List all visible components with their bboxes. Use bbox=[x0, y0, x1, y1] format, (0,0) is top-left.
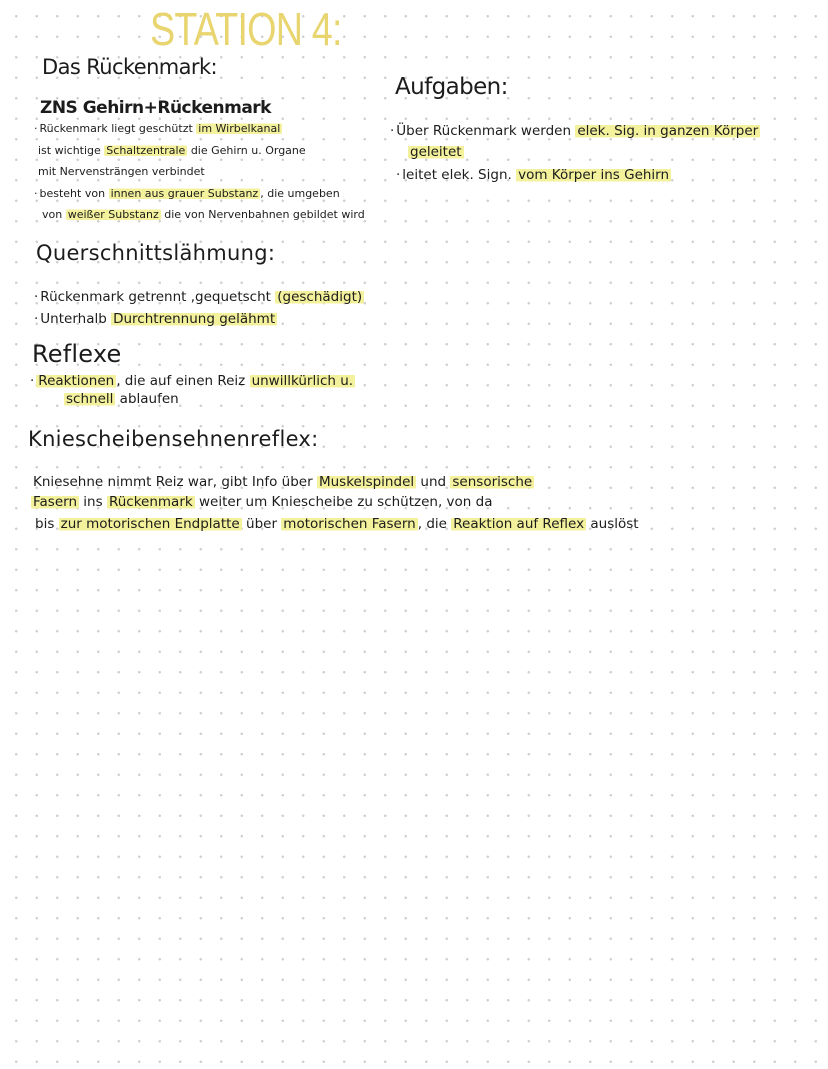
highlighted-text: elek. Sig. in ganzen Körper bbox=[577, 123, 759, 139]
note-text: ist wichtige bbox=[38, 144, 105, 157]
note-text: über bbox=[241, 516, 282, 532]
note-text: besteht von bbox=[39, 187, 109, 200]
bullet: · bbox=[390, 123, 395, 139]
note-text: die Gehirn u. Organe bbox=[187, 144, 306, 157]
heading-reflexe: Reflexe bbox=[32, 340, 122, 368]
note-line bbox=[31, 494, 493, 510]
note-line bbox=[34, 311, 277, 327]
bullet: · bbox=[34, 122, 38, 135]
highlighted-text: Reaktionen bbox=[38, 373, 115, 389]
note-text: ablaufen bbox=[115, 391, 179, 407]
highlighted-text: unwillkürlich u. bbox=[251, 373, 354, 389]
highlighted-text: geleitet bbox=[410, 144, 462, 160]
highlighted-text: weißer Substanz bbox=[67, 208, 159, 221]
note-line bbox=[30, 373, 355, 389]
note-text: ins bbox=[79, 494, 107, 510]
note-line bbox=[38, 144, 306, 157]
note-text: die von Nervenbahnen gebildet wird bbox=[160, 208, 365, 221]
highlighted-text: schnell bbox=[66, 391, 114, 407]
highlighted-text: zur motorischen Endplatte bbox=[60, 516, 240, 532]
note-line bbox=[38, 165, 205, 178]
highlighted-text: motorischen Fasern bbox=[283, 516, 416, 532]
heading-rueckenmark: Das Rückenmark: bbox=[42, 55, 217, 79]
highlighted-text: innen aus grauer Substanz bbox=[110, 187, 259, 200]
note-text: Rückenmark liegt geschützt bbox=[39, 122, 197, 135]
note-line bbox=[35, 516, 639, 532]
note-text: weiter um Kniescheibe zu schützen, von da bbox=[194, 494, 493, 510]
highlighted-text: im Wirbelkanal bbox=[198, 122, 281, 135]
heading-kniescheibensehnenreflex: Kniescheibensehnenreflex: bbox=[28, 427, 319, 451]
note-line bbox=[390, 123, 760, 139]
note-text: , die umgeben bbox=[260, 187, 340, 200]
bullet: · bbox=[34, 311, 39, 327]
note-text: von bbox=[42, 208, 66, 221]
heading-querschnitt: Querschnittslähmung: bbox=[36, 241, 276, 265]
note-text: Unterhalb bbox=[40, 311, 112, 327]
note-text: , die auf einen Reiz bbox=[116, 373, 250, 389]
highlighted-text: Muskelspindel bbox=[318, 474, 415, 490]
note-line bbox=[34, 289, 364, 305]
heading-aufgaben: Aufgaben: bbox=[395, 74, 508, 100]
note-text: und bbox=[416, 474, 451, 490]
bullet: · bbox=[34, 187, 38, 200]
subheading-zns: ZNS Gehirn+Rückenmark bbox=[40, 98, 271, 118]
note-line bbox=[34, 187, 340, 200]
note-text: bis bbox=[35, 516, 59, 532]
note-line bbox=[33, 474, 534, 490]
highlighted-text: Reaktion auf Reflex bbox=[453, 516, 585, 532]
highlighted-text: sensorische bbox=[452, 474, 533, 490]
highlighted-text: (geschädigt) bbox=[277, 289, 363, 305]
note-line bbox=[64, 391, 179, 407]
note-text: leitet elek. Sign. bbox=[402, 167, 517, 183]
note-text: Kniesehne nimmt Reiz war, gibt Info über bbox=[33, 474, 317, 490]
bullet: · bbox=[396, 167, 401, 183]
note-line bbox=[42, 208, 365, 221]
note-line bbox=[408, 144, 464, 160]
highlighted-text: Fasern bbox=[33, 494, 78, 510]
highlighted-text: Durchtrennung gelähmt bbox=[113, 311, 276, 327]
bullet: · bbox=[30, 373, 35, 389]
note-text: mit Nervensträngen verbindet bbox=[38, 165, 205, 178]
note-line bbox=[34, 122, 282, 135]
note-text: auslöst bbox=[586, 516, 639, 532]
note-text: , die bbox=[417, 516, 452, 532]
page-title: STATION 4: bbox=[150, 3, 342, 55]
highlighted-text: Rückenmark bbox=[108, 494, 193, 510]
highlighted-text: vom Körper ins Gehirn bbox=[518, 167, 670, 183]
note-line bbox=[396, 167, 671, 183]
highlighted-text: Schaltzentrale bbox=[106, 144, 186, 157]
note-text: Über Rückenmark werden bbox=[396, 123, 576, 139]
note-text: Rückenmark getrennt ,gequetscht bbox=[40, 289, 276, 305]
bullet: · bbox=[34, 289, 39, 305]
